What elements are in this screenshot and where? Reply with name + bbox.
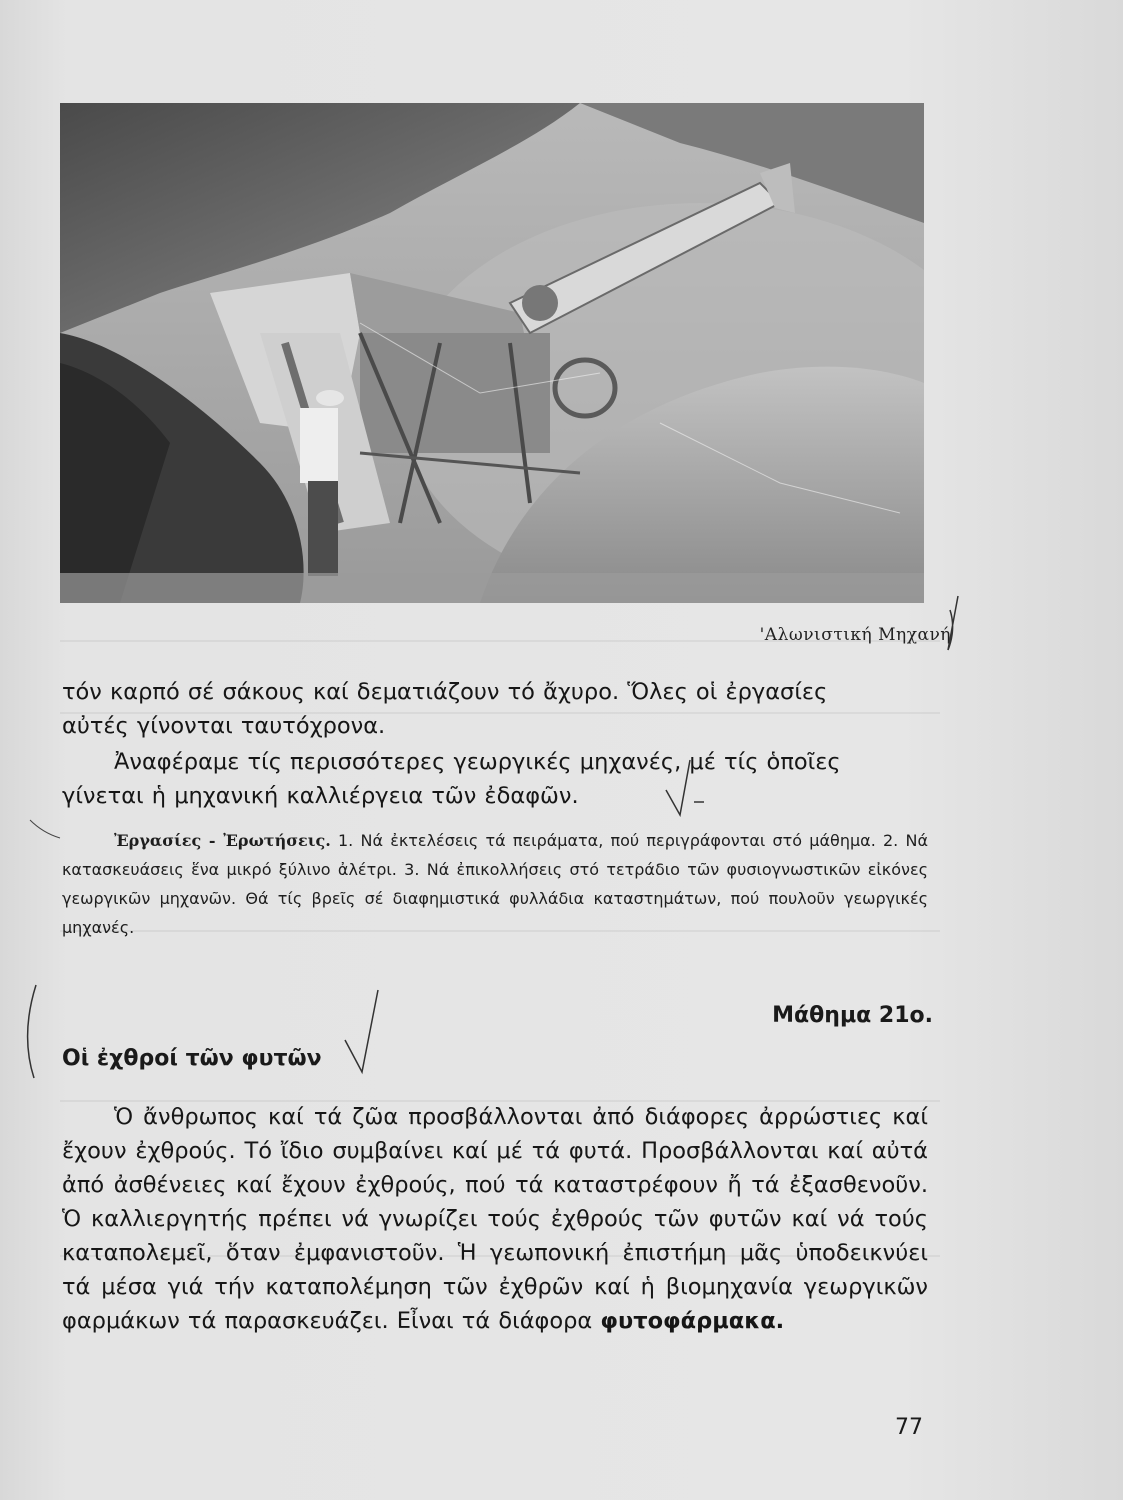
exercises-title: Ἐργασίες - Ἐρωτήσεις. [114,831,331,850]
exercises-text: 1. Νά ἐκτελέσεις τά πειράματα, πού περιγράφονται στό μάθημα. 2. Νά κατασκευάσεις ἕνα μικρό ξύλινο ἀλέτρι. 3. Νά ἐπικολλήσεις στό τετράδιο τῶν φυσιογνωστικῶν εἰκόνες γεωργικῶν μηχανῶν. Θά τίς βρεῖς σέ διαφημιστικά φυλλάδια καταστημάτων, πού πουλοῦν γεωργικές μηχανές. [62,831,928,937]
pen-stroke [30,820,60,838]
paragraph-machines-summary [62,745,928,813]
page-number: 77 [895,1415,923,1440]
text-line: τόν καρπό σέ σάκους καί δεματιάζουν τό ἄχυρο. Ὅλες οἱ ἐργασίες [62,679,828,705]
paragraph-text: Ὁ ἄνθρωπος καί τά ζῶα προσβάλλονται ἀπό διάφορες ἀρρώστιες καί ἔχουν ἐχθρούς. Τό ἴδιο συμβαίνει καί μέ τά φυτά. Προσβάλλονται καί αὐτά ἀπό ἀσθένειες καί ἔχουν ἐχθρούς, πού τά καταστρέφουν ἤ τά ἐξασθενοῦν. Ὁ καλλιεργητής πρέπει νά γνωρίζει τούς ἐχθρούς τῶν φυτῶν καί νά τούς καταπολεμεῖ, ὅταν ἐμφανιστοῦν. Ἡ γεωπονική ἐπιστήμη μᾶς ὑποδεικνύει τά μέσα γιά τήν καταπολέμηση τῶν ἐχθρῶν καί ἡ βιομηχανία γεωργικῶν φαρμάκων τά παρασκευάζει. Εἶναι τά διάφορα [62,1104,928,1334]
text-line: γίνεται ἡ μηχανική καλλιέργεια τῶν ἐδαφῶν. [62,783,579,809]
text-line: Ἀναφέραμε τίς περισσότερες γεωργικές μηχανές, μέ τίς ὁποῖες [114,749,841,775]
paragraph-plant-enemies [62,1100,928,1338]
pen-checkmark [345,990,378,1072]
bold-term: φυτοφάρμακα. [600,1308,785,1334]
lesson-label: Μάθημα 21ο. [772,1003,933,1028]
text-line: αὐτές γίνονται ταυτόχρονα. [62,713,386,739]
photo-caption: 'Αλωνιστική Μηχανή [759,625,951,645]
exercises-block [62,826,928,942]
threshing-machine-photo [60,103,924,603]
photo-illustration [60,103,924,603]
paragraph-continuation [62,675,928,743]
section-heading: Οἱ ἐχθροί τῶν φυτῶν [62,1046,322,1071]
pen-bracket [27,985,36,1078]
